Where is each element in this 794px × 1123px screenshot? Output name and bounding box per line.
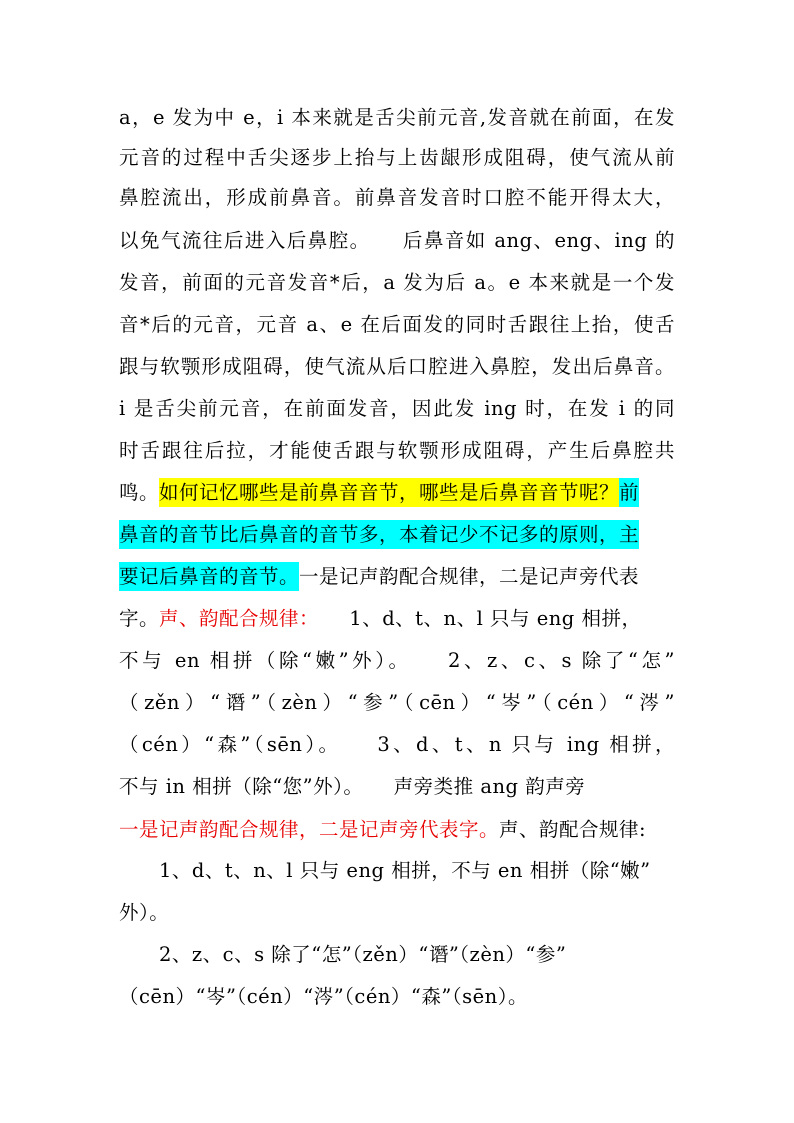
paragraph-line: 元音的过程中舌尖逐步上抬与上齿龈形成阻碍，使气流从前 xyxy=(119,146,675,169)
paragraph-line: 时舌跟往后拉，才能使舌跟与软颚形成阻碍，产生后鼻腔共 xyxy=(119,439,675,462)
paragraph-line: i 是舌尖前元音，在前面发音，因此发 ing 时，在发 i 的同 xyxy=(119,397,675,420)
plain-text: 鸣。 xyxy=(119,481,160,504)
paragraph-line xyxy=(119,815,675,845)
plain-text: 一是记声韵配合规律，二是记声旁代表 xyxy=(299,565,640,588)
paragraph-line: 以免气流往后进入后鼻腔。 后鼻音如 ang、eng、ing 的 xyxy=(119,229,675,252)
paragraph-line: （cēn）“岑”（cén）“涔”（cén）“森”（sēn）。 xyxy=(119,985,528,1008)
paragraph-line: 不与 in 相拼（除“您”外）。 声旁类推 ang 韵声旁 xyxy=(119,775,586,798)
paragraph-line xyxy=(119,520,675,550)
paragraph-line: 外）。 xyxy=(119,901,170,924)
red-rule-heading: 声、韵配合规律： xyxy=(159,607,310,630)
paragraph-line: 鼻腔流出，形成前鼻音。前鼻音发音时口腔不能开得太大， xyxy=(119,186,675,209)
plain-text: 1、d、t、n、l 只与 eng 相拼， xyxy=(309,607,642,630)
cyan-highlight-answer: 鼻音的音节比后鼻音的音节多，本着记少不记多的原则，主 xyxy=(119,520,639,549)
paragraph-line xyxy=(119,604,675,634)
paragraph-line: a，e 发为中 e，i 本来就是舌尖前元音,发音就在前面，在发 xyxy=(119,106,675,129)
paragraph-line: 音*后的元音，元音 a、e 在后面发的同时舌跟往上抬，使舌 xyxy=(119,313,675,336)
cyan-highlight-answer: 前 xyxy=(619,478,639,507)
yellow-highlight-question: 如何记忆哪些是前鼻音音节，哪些是后鼻音音节呢？ xyxy=(159,478,619,507)
paragraph-line: （cén）“森”（sēn）。 3、d、t、n 只与 ing 相拼， xyxy=(119,733,675,756)
cyan-highlight-answer: 要记后鼻音的音节。 xyxy=(119,562,299,591)
paragraph-line: （zěn）“谮”（zèn）“参”（cēn）“岑”（cén）“涔” xyxy=(119,691,675,714)
plain-text: 声、韵配合规律: xyxy=(499,818,647,841)
red-summary-text: 一是记声韵配合规律，二是记声旁代表字。 xyxy=(119,818,500,841)
paragraph-line: 不与 en 相拼（除“嫩”外）。 2、z、c、s 除了“怎” xyxy=(119,649,675,672)
paragraph-line xyxy=(119,478,675,508)
paragraph-line xyxy=(119,562,675,592)
paragraph-line: 跟与软颚形成阻碍，使气流从后口腔进入鼻腔，发出后鼻音。 xyxy=(119,355,675,378)
rule-item-1: 1、d、t、n、l 只与 eng 相拼，不与 en 相拼（除“嫩” xyxy=(159,859,651,882)
plain-text: 字。 xyxy=(119,607,160,630)
rule-item-2: 2、z、c、s 除了“怎”（zěn）“谮”（zèn）“参” xyxy=(159,943,567,966)
paragraph-line: 发音，前面的元音发音*后，a 发为后 a。e 本来就是一个发 xyxy=(119,271,675,294)
